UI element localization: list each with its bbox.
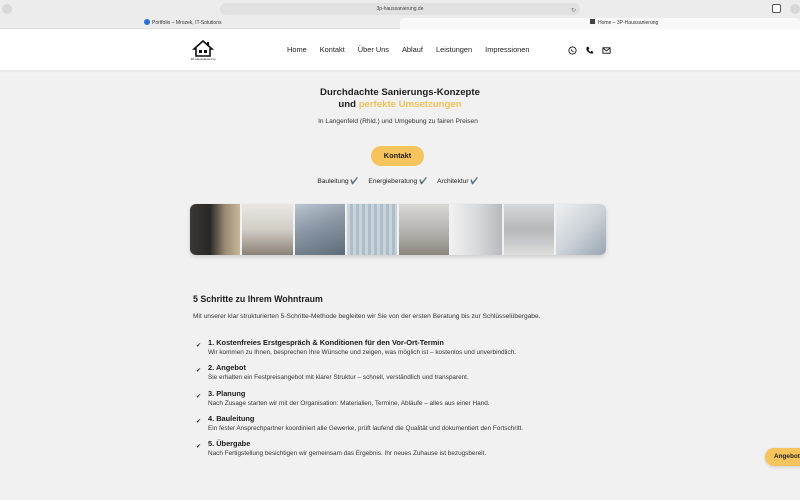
step-text: Ein fester Ansprechpartner koordiniert alle Gewerke, prüft laufend die Qualität und dokumentiert den Fortschritt. [208, 425, 524, 432]
browser-chrome [0, 0, 800, 29]
gallery-image-attic-room[interactable] [556, 204, 606, 255]
nav-home[interactable]: Home [287, 45, 307, 54]
phone-icon[interactable] [585, 46, 594, 55]
step-text: Nach Fertigstellung besichtigen wir gemeinsam das Ergebnis. Ihr neues Zuhause ist bezugsbereit. [208, 450, 487, 457]
gallery-image-floor-tiles[interactable] [295, 204, 345, 255]
contact-cta-button[interactable]: Kontakt [371, 146, 424, 166]
check-icon: ✔ [196, 343, 202, 349]
step-title: 1. Kostenfreies Erstgespräch & Konditionen für den Vor-Ort-Termin [208, 338, 444, 347]
feature-architektur: Architektur ✔️ [437, 178, 479, 185]
gallery-image-white-bathroom[interactable] [451, 204, 501, 255]
gallery-image-shower-glass[interactable] [347, 204, 397, 255]
gallery-image-bathroom-dark[interactable] [190, 204, 240, 255]
tab-portfolio[interactable]: Portfolio – Mrozek, IT-Solutions [140, 18, 395, 29]
hero-title-line2 [0, 99, 800, 111]
gallery-image-bathroom-vanity[interactable] [504, 204, 554, 255]
step-text: Wir kommen zu Ihnen, besprechen Ihre Wünsche und zeigen, was möglich ist – kostenlos und unverbindlich. [208, 349, 516, 356]
check-icon: ✔ [196, 444, 202, 450]
main-nav [280, 29, 543, 70]
nav-leistungen[interactable]: Leistungen [435, 45, 473, 54]
mail-icon[interactable] [602, 46, 611, 55]
hero-title-accent: perfekte Umsetzungen [358, 99, 462, 110]
tab-strip [0, 18, 800, 29]
nav-kontakt[interactable]: Kontakt [319, 45, 345, 54]
house-favicon-icon [590, 19, 595, 24]
url-text: 3p-haussanierung.de [376, 6, 424, 12]
logo[interactable] [190, 39, 216, 63]
step-title: 3. Planung [208, 389, 246, 398]
step-text: Sie erhalten ein Festpreisangebot mit klarer Struktur – schnell, verständlich und transparent. [208, 374, 469, 381]
logo-text: 3P-Haussanierung [190, 57, 216, 61]
site-header [0, 29, 800, 70]
nav-ablauf[interactable]: Ablauf [402, 45, 423, 54]
extension-icon[interactable] [772, 4, 781, 13]
nav-ueber-uns[interactable]: Über Uns [357, 45, 389, 54]
image-gallery [190, 204, 606, 255]
hero-title [0, 87, 800, 111]
feature-energieberatung: Energieberatung ✔️ [368, 178, 428, 185]
tab-home[interactable]: Home – 3P-Haussanierung [400, 18, 800, 29]
gallery-image-boiler-room[interactable] [242, 204, 292, 255]
address-bar[interactable] [220, 3, 580, 15]
step-title: 2. Angebot [208, 363, 246, 372]
nav-impressionen[interactable]: Impressionen [485, 45, 530, 54]
profile-icon[interactable] [790, 4, 800, 14]
angebot-floating-button[interactable]: Angebot [765, 448, 800, 466]
whatsapp-icon[interactable] [568, 46, 577, 55]
steps-intro: Mit unserer klar strukturierten 5-Schritte-Methode begleiten wir Sie von der ersten Beratung bis zur Schlüsselübergabe. [193, 313, 541, 320]
reload-icon[interactable]: ↻ [570, 8, 576, 14]
header-contact-icons [568, 46, 611, 55]
hero-title-prefix: und [338, 99, 357, 110]
globe-icon [144, 19, 150, 25]
steps-title: 5 Schritte zu Ihrem Wohntraum [193, 294, 323, 304]
check-icon: ✔ [196, 368, 202, 374]
gallery-image-tiled-floor[interactable] [399, 204, 449, 255]
hero-subtitle: In Langenfeld (Rhld.) und Umgebung zu fairen Preisen [318, 118, 478, 125]
house-logo-icon [190, 39, 216, 57]
step-title: 4. Bauleitung [208, 414, 255, 423]
step-text: Nach Zusage starten wir mit der Organisation: Materialien, Termine, Abläufe – alles aus einer Hand. [208, 400, 490, 407]
hero-title-line1: Durchdachte Sanierungs-Konzepte [320, 87, 480, 98]
check-icon: ✔ [196, 419, 202, 425]
feature-list [0, 177, 796, 185]
step-title: 5. Übergabe [208, 439, 251, 448]
feature-bauleitung: Bauleitung ✔️ [317, 178, 359, 185]
back-icon[interactable] [2, 4, 12, 14]
check-icon: ✔ [196, 394, 202, 400]
